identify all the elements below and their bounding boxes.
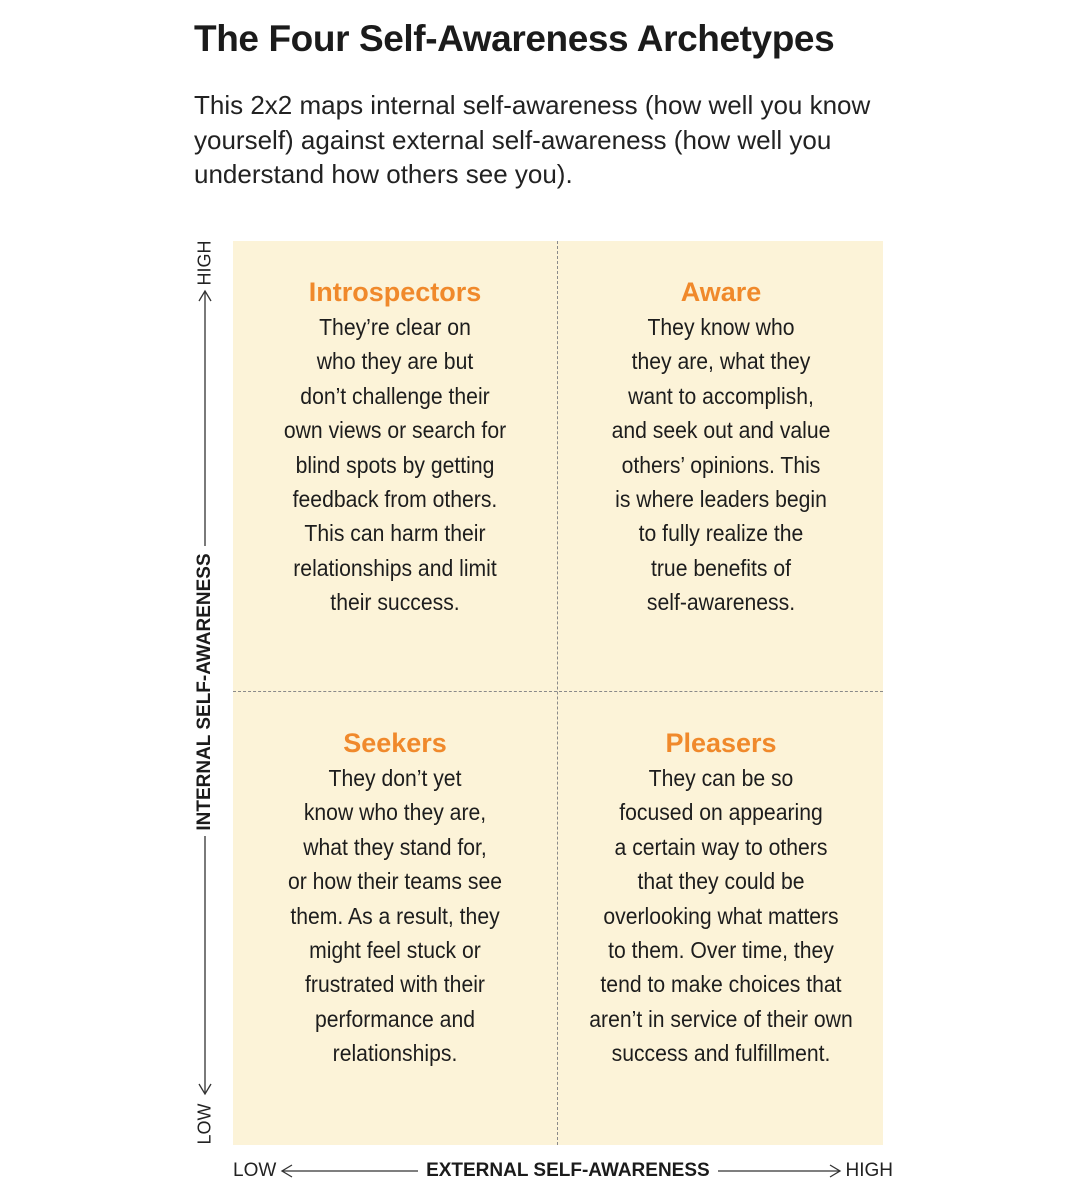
quadrant-description: They know who they are, what they want to accomplish, and seek out and value others’ opinions. This is where leaders begin to fully realize the true benefits of self-awareness. [611, 314, 831, 616]
quadrant-title: Introspectors [308, 277, 482, 307]
vertical-divider [557, 241, 558, 1145]
quadrant-seekers [233, 726, 557, 1071]
quadrant-title: Seekers [343, 728, 447, 758]
x-axis-right-arrow [716, 1161, 842, 1181]
quadrant-pleasers [559, 726, 883, 1071]
x-axis [233, 1156, 893, 1186]
horizontal-divider [233, 691, 883, 692]
quadrant-title: Aware [680, 277, 762, 307]
quadrant-title: Pleasers [665, 728, 777, 758]
quadrant-aware [559, 275, 883, 620]
page-title: The Four Self-Awareness Archetypes [194, 18, 835, 59]
page-subtitle: This 2x2 maps internal self-awareness (how well you know yourself) against external self-awareness (how well you understand how others see you). [194, 90, 871, 189]
quadrant-grid [233, 241, 883, 1145]
quadrant-introspectors [233, 275, 557, 620]
quadrant-description: They’re clear on who they are but don’t challenge their own views or search for blind spots by getting feedback from others. This can harm their relationships and limit their success. [283, 314, 507, 616]
quadrant-description: They can be so focused on appearing a certain way to others that they could be overlooking what matters to them. Over time, they tend to make choices that aren’t in service of their own success and fulfillment. [589, 765, 853, 1067]
y-axis-high-label: HIGH [194, 240, 215, 286]
x-axis-low-label: LOW [233, 1160, 277, 1181]
y-axis-title: INTERNAL SELF-AWARENESS [194, 553, 215, 831]
x-axis-high-label: HIGH [845, 1160, 893, 1181]
quadrant-description: They don’t yet know who they are, what they stand for, or how their teams see them. As a result, they might feel stuck or frustrated with their performance and relationships. [287, 765, 503, 1067]
x-axis-title: EXTERNAL SELF-AWARENESS [426, 1160, 710, 1181]
y-axis-low-label: LOW [194, 1103, 215, 1145]
y-axis [188, 241, 222, 1145]
x-axis-left-arrow [280, 1161, 420, 1181]
